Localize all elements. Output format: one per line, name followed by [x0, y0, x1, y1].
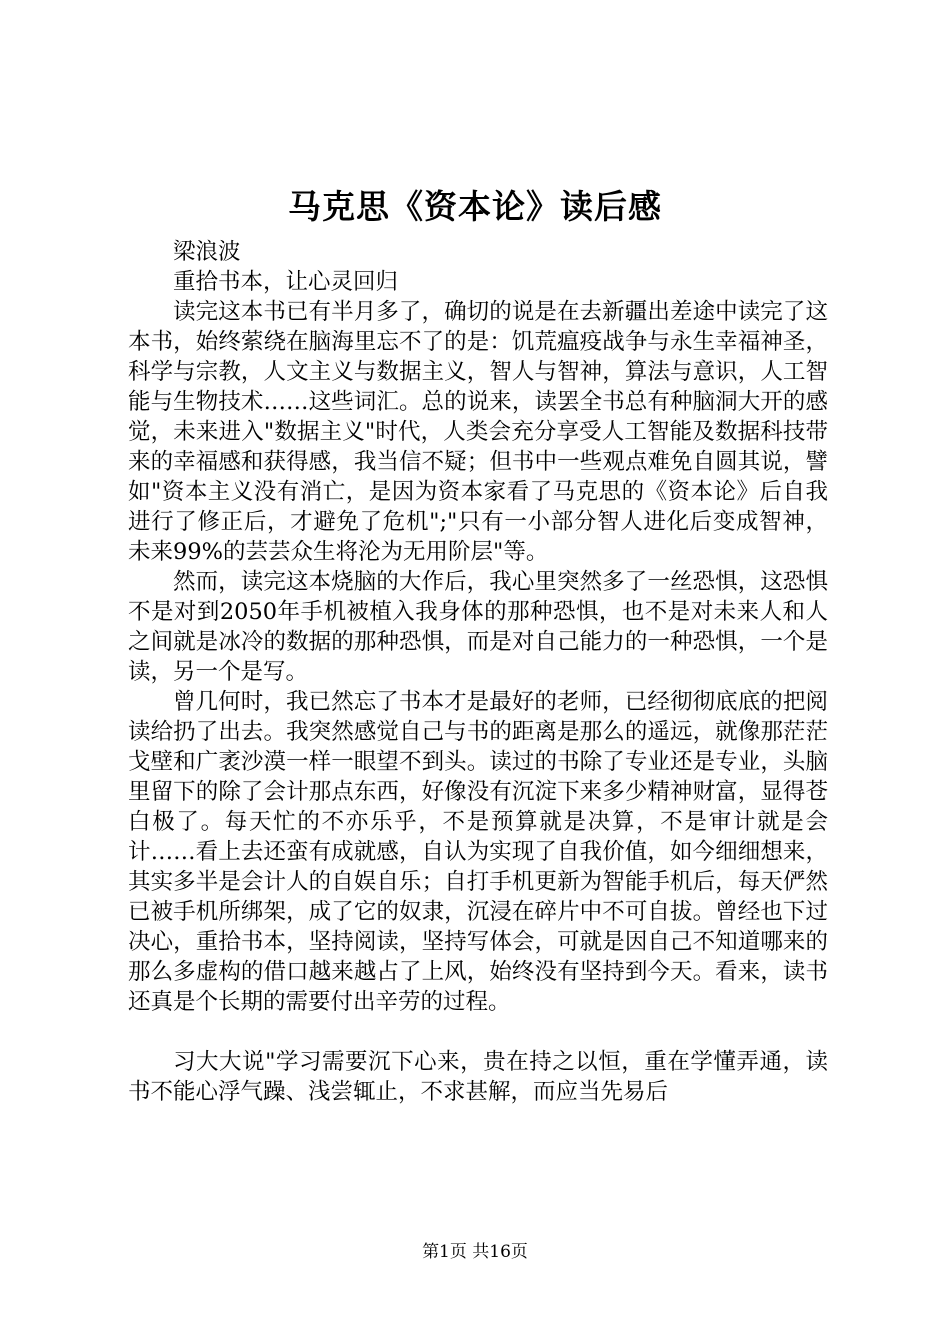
- page-number-footer: 第1页 共16页: [422, 1242, 528, 1262]
- paragraph-2: 然而，读完这本烧脑的大作后，我心里突然多了一丝恐惧，这恐惧不是对到2050年手机被植入我身体的那种恐惧，也不是对未来人和人之间就是冰冷的数据的那种恐惧，而是对自己能力的一种恐惧，一个是读，另一个是写。: [128, 569, 828, 685]
- paragraph-3: 曾几何时，我已然忘了书本才是最好的老师，已经彻彻底底的把阅读给扔了出去。我突然感觉自己与书的距离是那么的遥远，就像那茫茫戈壁和广袤沙漠一样一眼望不到头。读过的书除了专业还是专业，头脑里留下的除了会计那点东西，好像没有沉淀下来多少精神财富，显得苍白极了。每天忙的不亦乐乎，不是预算就是决算，不是审计就是会计……看上去还蛮有成就感，自认为实现了自我价值，如今细细想来，其实多半是会计人的自娱自乐；自打手机更新为智能手机后，每天俨然已被手机所绑架，成了它的奴隶，沉浸在碎片中不可自拔。曾经也下过决心，重拾书本，坚持阅读，坚持写体会，可就是因自己不知道哪来的那么多虚构的借口越来越占了上风，始终没有坚持到今天。看来，读书还真是个长期的需要付出辛劳的过程。: [128, 689, 828, 1015]
- document-body: [128, 237, 828, 1107]
- author-line: 梁浪波: [173, 239, 241, 265]
- document-title: 马克思《资本论》读后感: [288, 187, 662, 226]
- subtitle-line: 重拾书本，让心灵回归: [173, 269, 399, 295]
- paragraph-4: 习大大说"学习需要沉下心来，贵在持之以恒，重在学懂弄通，读书不能心浮气躁、浅尝辄止，不求甚解，而应当先易后: [128, 1049, 828, 1105]
- paragraph-1: 读完这本书已有半月多了，确切的说是在去新疆出差途中读完了这本书，始终萦绕在脑海里忘不了的是：饥荒瘟疫战争与永生幸福神圣，科学与宗教，人文主义与数据主义，智人与智神，算法与意识，人工智能与生物技术……这些词汇。总的说来，读罢全书总有种脑洞大开的感觉，未来进入"数据主义"时代，人类会充分享受人工智能及数据科技带来的幸福感和获得感，我当信不疑；但书中一些观点难免自圆其说，譬如"资本主义没有消亡，是因为资本家看了马克思的《资本论》后自我进行了修正后，才避免了危机";"只有一小部分智人进化后变成智神，未来99%的芸芸众生将沦为无用阶层"等。: [128, 299, 828, 565]
